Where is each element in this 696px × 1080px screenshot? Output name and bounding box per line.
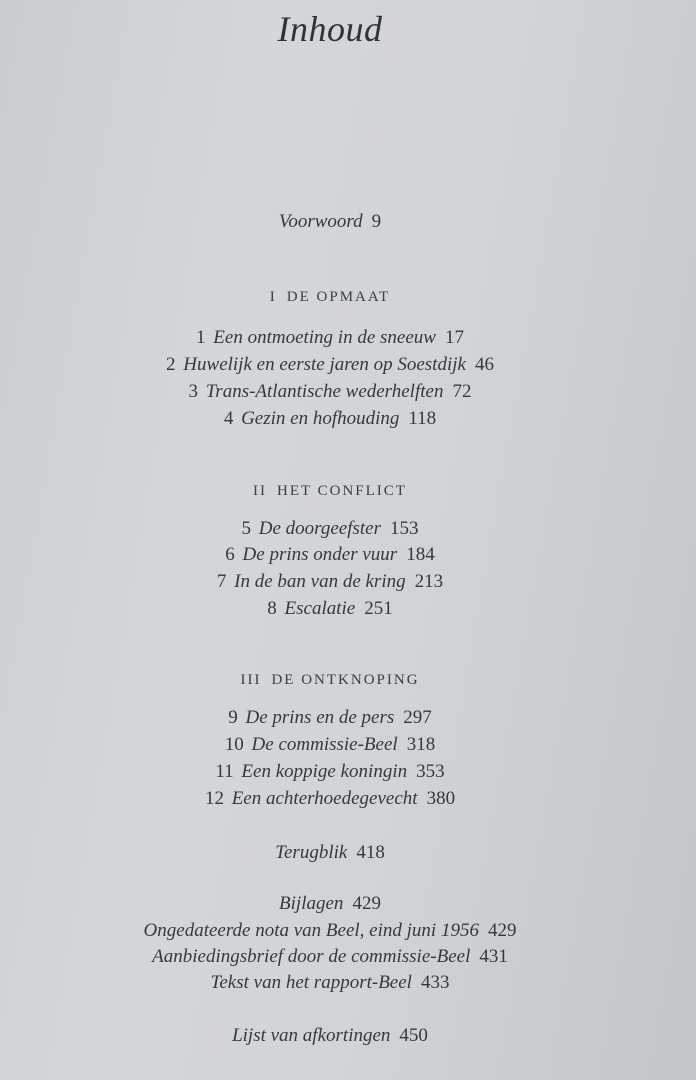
entry-title: Terugblik xyxy=(275,842,348,863)
chapter-page: 380 xyxy=(426,788,456,809)
toc-entry xyxy=(0,788,660,810)
page-title: Inhoud xyxy=(277,9,383,49)
chapter-title: Trans-Atlantische wederhelften xyxy=(205,381,444,402)
entry-title: Lijst van afkortingen xyxy=(232,1025,391,1046)
toc-entry xyxy=(0,381,660,403)
bijlage-page: 429 xyxy=(487,920,517,941)
chapter-page: 184 xyxy=(406,544,435,565)
toc-entry xyxy=(0,734,660,756)
chapter-number: 10 xyxy=(224,734,244,755)
chapter-title: De prins onder vuur xyxy=(242,544,398,565)
chapter-number: 6 xyxy=(225,544,235,565)
chapter-title: De commissie-Beel xyxy=(251,734,398,755)
chapter-number: 4 xyxy=(223,408,234,429)
chapter-page: 17 xyxy=(444,327,464,348)
chapter-page: 251 xyxy=(364,598,393,619)
chapter-title: Escalatie xyxy=(284,598,356,619)
toc-entry xyxy=(0,761,660,783)
chapter-title: De prins en de pers xyxy=(245,707,395,728)
toc-entry xyxy=(0,707,660,729)
chapter-title: Huwelijk en eerste jaren op Soestdijk xyxy=(183,354,466,375)
chapter-number: 5 xyxy=(241,518,251,539)
toc-entry-afkortingen xyxy=(0,1025,660,1047)
chapter-number: 1 xyxy=(196,327,206,348)
entry-page: 9 xyxy=(371,211,382,232)
bijlage-title: Tekst van het rapport-Beel xyxy=(210,972,412,993)
chapter-number: 3 xyxy=(188,381,199,402)
toc-entry-voorwoord xyxy=(0,211,660,233)
bijlage-title: Ongedateerde nota van Beel, eind juni 1956 xyxy=(143,920,479,941)
bijlage-page: 431 xyxy=(479,946,508,967)
entry-title: Voorwoord xyxy=(278,211,363,232)
toc-entry xyxy=(0,518,660,540)
entry-page: 429 xyxy=(352,893,381,914)
chapter-title: Een koppige koningin xyxy=(241,761,408,782)
toc-entry-terugblik xyxy=(0,842,660,864)
bijlage-entry xyxy=(0,972,660,994)
chapter-title: Een ontmoeting in de sneeuw xyxy=(213,327,436,348)
chapter-number: 8 xyxy=(267,598,277,619)
toc-entry xyxy=(0,354,660,376)
chapter-title: De doorgeefster xyxy=(258,518,381,539)
chapter-page: 72 xyxy=(452,381,472,402)
chapter-number: 7 xyxy=(216,571,227,592)
entry-page: 418 xyxy=(356,842,385,863)
toc-entry xyxy=(0,408,660,430)
bijlage-entry xyxy=(0,946,660,968)
toc-entry xyxy=(0,544,660,566)
chapter-page: 318 xyxy=(406,734,436,755)
chapter-title: In de ban van de kring xyxy=(234,571,406,592)
entry-title: Bijlagen xyxy=(279,893,344,914)
chapter-page: 353 xyxy=(416,761,445,782)
part-heading-2 xyxy=(0,483,660,500)
chapter-number: 9 xyxy=(228,707,238,728)
chapter-number: 12 xyxy=(204,788,224,809)
part-roman: III xyxy=(240,672,262,688)
part-heading-3 xyxy=(0,672,660,689)
toc-entry xyxy=(0,571,660,593)
chapter-page: 213 xyxy=(414,571,444,592)
toc-entry xyxy=(0,327,660,349)
chapter-page: 153 xyxy=(390,518,419,539)
chapter-page: 118 xyxy=(408,408,437,429)
chapter-title: Een achterhoedegevecht xyxy=(231,788,418,809)
part-name: DE ONTKNOPING xyxy=(271,672,420,688)
entry-page: 450 xyxy=(399,1025,428,1046)
part-heading-1 xyxy=(0,289,660,306)
toc-entry xyxy=(0,598,660,620)
chapter-page: 46 xyxy=(474,354,494,375)
bijlage-page: 433 xyxy=(420,972,450,993)
part-name: DE OPMAAT xyxy=(286,289,391,305)
part-name: HET CONFLICT xyxy=(277,483,407,499)
part-roman: II xyxy=(253,483,267,499)
chapter-title: Gezin en hofhouding xyxy=(241,408,400,429)
chapter-number: 11 xyxy=(215,761,234,782)
chapter-number: 2 xyxy=(166,354,176,375)
bijlage-title: Aanbiedingsbrief door de commissie-Beel xyxy=(152,946,471,967)
chapter-page: 297 xyxy=(403,707,432,728)
toc-entry-bijlagen xyxy=(0,893,660,915)
bijlage-entry xyxy=(0,920,660,942)
part-roman: I xyxy=(269,289,277,305)
